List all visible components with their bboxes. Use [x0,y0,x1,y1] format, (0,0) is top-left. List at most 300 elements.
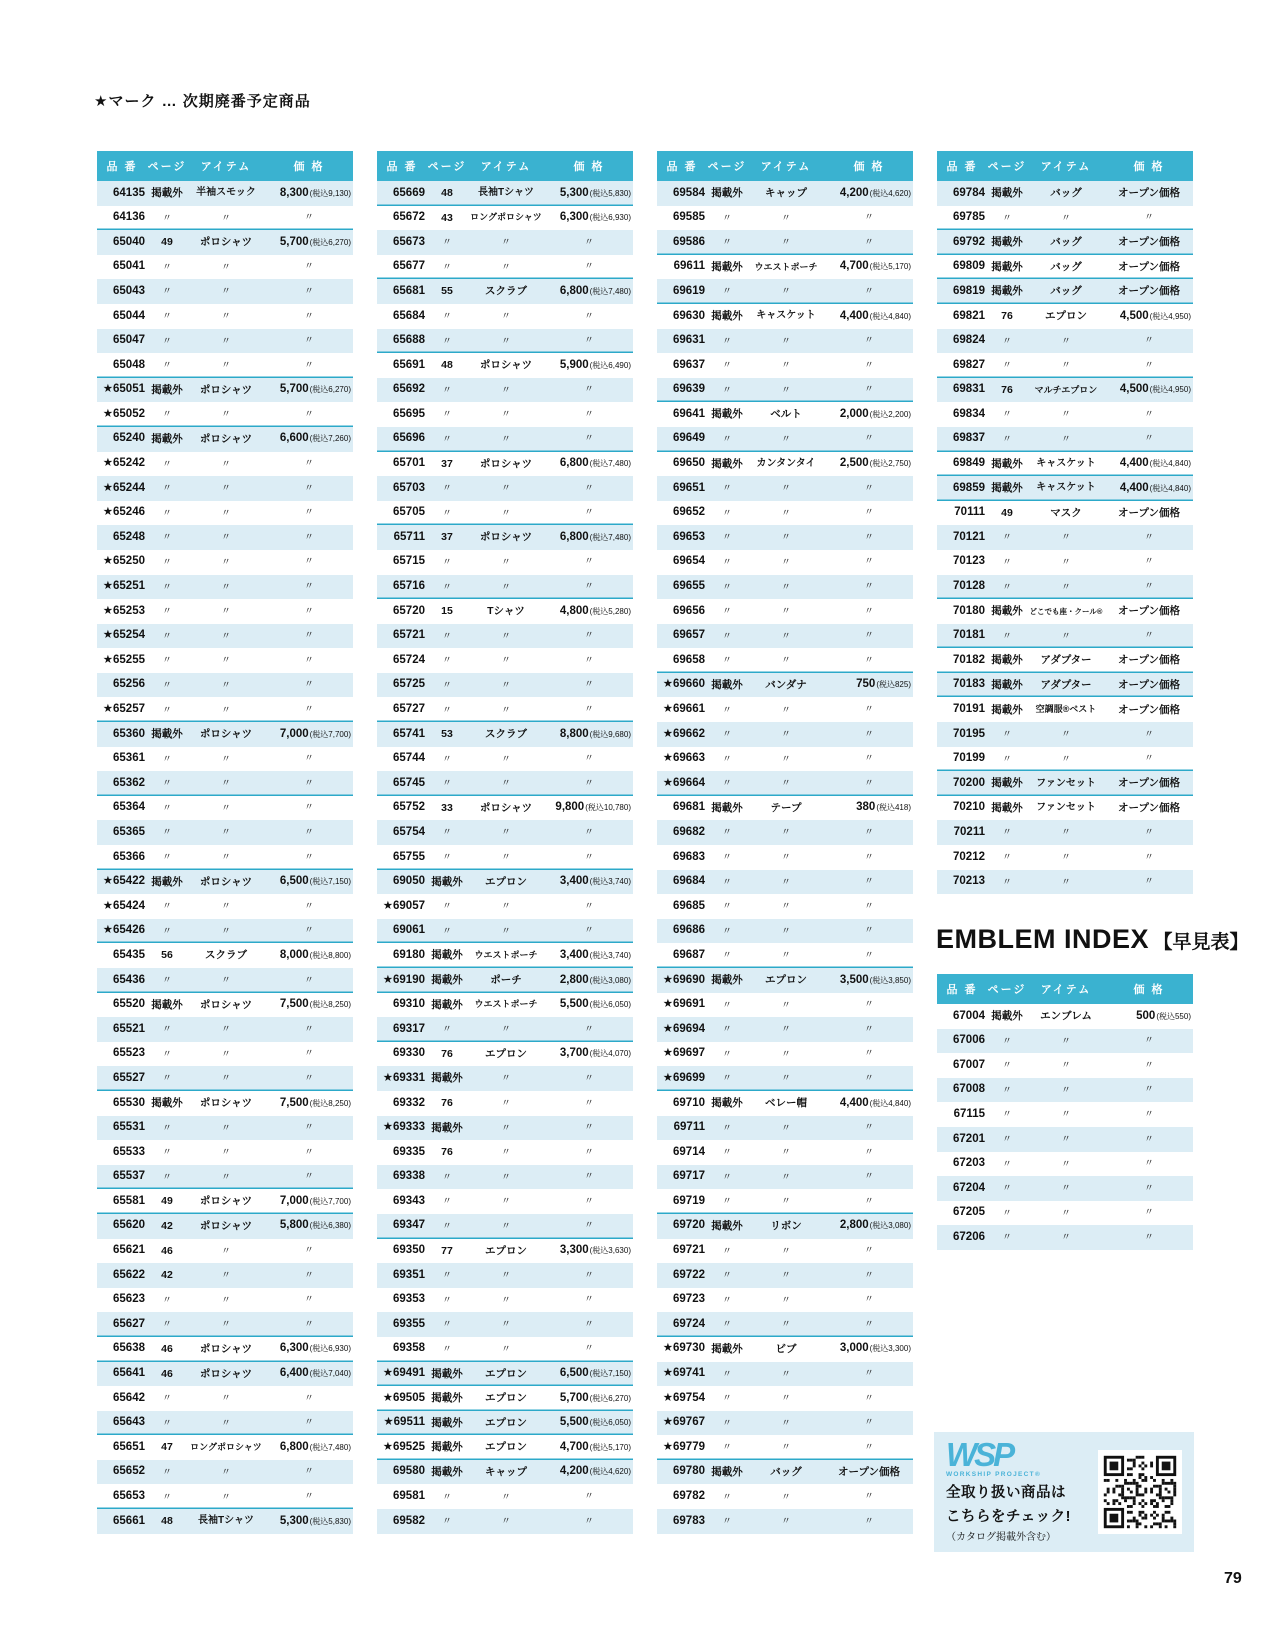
table-row [937,402,1193,427]
page-ref-cell: 掲載外 [711,310,743,323]
price-cell [545,975,633,987]
item-number-cell: ★65244 [102,481,145,494]
table-row [377,1337,633,1362]
page-ref-cell [147,975,187,986]
table-row [657,796,913,821]
item-number-cell: 69837 [953,432,985,445]
ditto-mark: 〃 [864,285,874,297]
item-name-cell [747,434,825,445]
table-row [97,1091,353,1116]
price-cell [265,1196,353,1208]
ditto-mark: 〃 [442,556,452,568]
ditto-mark: 〃 [221,212,231,224]
ditto-mark: 〃 [304,458,314,470]
price-amount: 4,400 [839,309,869,322]
ditto-mark: 〃 [162,679,172,691]
page-ref-cell: 掲載外 [991,777,1023,790]
table-header-row [657,151,913,181]
table-row [937,501,1193,526]
price-amount: 4,400 [839,1096,869,1109]
price-amount: 3,500 [839,973,869,986]
price-amount: 5,800 [279,1219,309,1232]
ditto-mark: 〃 [864,1245,874,1257]
item-number-cell: 69639 [673,383,705,396]
item-name-cell [467,655,545,666]
column-header: 価 格 [293,161,325,173]
item-number-cell: ★69505 [382,1391,425,1404]
item-number-cell: 69061 [393,924,425,937]
page-ref-cell [427,1344,467,1355]
item-number-cell: 69681 [673,801,705,814]
price-amount: 750 [856,678,876,691]
price-cell [825,1197,913,1207]
price-cell: オープン価格 [1117,703,1181,716]
item-name-cell [747,877,825,888]
ditto-mark: 〃 [221,1270,231,1282]
page-ref-cell [987,582,1027,593]
price-cell [265,1246,353,1256]
ditto-mark: 〃 [304,531,314,543]
table-row [937,279,1193,304]
item-name-cell [1027,1208,1105,1219]
item-number-cell: 69719 [673,1194,705,1207]
table-row [377,1288,633,1313]
price-cell [825,1343,913,1355]
table-row [377,501,633,526]
item-number-cell: 65360 [113,727,145,740]
item-number-cell: 65745 [393,776,425,789]
ditto-mark: 〃 [722,655,732,667]
price-cell [825,1271,913,1281]
page-ref-cell [707,729,747,740]
item-number-cell: 69827 [953,358,985,371]
price-amount: 7,000 [279,1194,309,1207]
ditto-mark: 〃 [221,1393,231,1405]
item-number-cell: 67205 [953,1206,985,1219]
price-tax-included: (税込9,680) [589,729,631,739]
ditto-mark: 〃 [722,999,732,1011]
column-header: 価 格 [853,161,885,173]
item-number-cell: ★69331 [382,1071,425,1084]
item-number-cell: 65041 [113,260,145,273]
ditto-mark: 〃 [304,1491,314,1503]
ditto-mark: 〃 [864,1171,874,1183]
page-ref-cell [147,926,187,937]
price-tax-included: (税込3,080) [869,1221,911,1231]
ditto-mark: 〃 [584,556,594,568]
ditto-mark: 〃 [162,1417,172,1429]
page-ref-cell: 掲載外 [431,875,463,888]
item-name-cell [187,606,265,617]
item-number-cell: 69353 [393,1293,425,1306]
page-ref-cell [707,1049,747,1060]
table-row [937,1102,1193,1127]
item-name-cell [467,901,545,912]
price-cell [545,1271,633,1281]
page-ref-cell [707,606,747,617]
price-amount: 6,300 [279,1342,309,1355]
ditto-mark: 〃 [864,704,874,716]
price-cell [825,238,913,248]
price-tax-included: (税込7,150) [589,1369,631,1379]
item-name-cell: エプロン [485,1244,527,1257]
price-cell [825,434,913,444]
item-number-cell: 65669 [393,186,425,199]
item-name-cell: スクラブ [485,285,527,298]
item-name-cell: バッグ [1050,236,1082,249]
ditto-mark: 〃 [722,1024,732,1036]
price-cell [825,656,913,666]
table-row [657,501,913,526]
price-cell [265,508,353,518]
table-row [97,1189,353,1214]
item-name-cell [187,262,265,273]
item-name-cell: バッグ [1050,285,1082,298]
item-name-cell: ポロシャツ [199,432,253,445]
ditto-mark: 〃 [304,556,314,568]
ditto-mark: 〃 [584,433,594,445]
table-row [657,1017,913,1042]
price-amount: 6,300 [559,211,589,224]
item-name-cell [467,1516,545,1527]
price-cell [545,1099,633,1109]
column-header: 品 番 [946,984,978,996]
item-name-cell [747,213,825,224]
ditto-mark: 〃 [221,1073,231,1085]
ditto-mark: 〃 [221,827,231,839]
table-row [657,402,913,427]
item-number-cell: 65752 [393,801,425,814]
page-ref-cell [427,434,467,445]
ditto-mark: 〃 [501,409,511,421]
wsp-logo-subtext: WORKSHIP PROJECT® [946,1470,1042,1478]
item-name-cell [1027,1036,1105,1047]
ditto-mark: 〃 [221,1466,231,1478]
table-row [97,1165,353,1190]
price-cell [545,484,633,494]
ditto-mark: 〃 [722,1245,732,1257]
ditto-mark: 〃 [584,654,594,666]
table-row [657,697,913,722]
item-number-cell: 70213 [953,875,985,888]
ditto-mark: 〃 [304,605,314,617]
item-number-cell: 65715 [393,555,425,568]
page-ref-cell [147,262,187,273]
ditto-mark: 〃 [864,949,874,961]
item-number-cell: ★69511 [383,1416,425,1429]
table-row [97,648,353,673]
item-number-cell: 65696 [393,432,425,445]
table-row [377,206,633,231]
item-number-cell: ★69691 [662,998,705,1011]
page-ref-cell [147,655,187,666]
table-row [377,329,633,354]
page-ref-cell: 76 [1001,383,1013,396]
item-number-cell: ★65052 [102,407,145,420]
price-cell [545,1368,633,1380]
ditto-mark: 〃 [1144,728,1154,740]
price-cell [545,656,633,666]
item-number-cell: 64136 [113,211,145,224]
table-row [937,181,1193,206]
price-cell [265,1320,353,1330]
ditto-mark: 〃 [221,532,231,544]
ditto-mark: 〃 [501,852,511,864]
ditto-mark: 〃 [864,925,874,937]
ditto-mark: 〃 [1144,1108,1154,1120]
table-row [657,968,913,993]
ditto-mark: 〃 [442,507,452,519]
ditto-mark: 〃 [781,360,791,372]
ditto-mark: 〃 [162,1048,172,1060]
price-cell: オープン価格 [1117,260,1181,273]
price-cell [545,754,633,764]
item-name-cell [187,1123,265,1134]
ditto-mark: 〃 [501,483,511,495]
item-number-cell: 69343 [393,1194,425,1207]
item-name-cell [467,1172,545,1183]
item-number-cell: 69358 [393,1342,425,1355]
price-cell [545,1344,633,1354]
item-name-cell [187,459,265,470]
item-name-cell [747,1516,825,1527]
table-row [937,1078,1193,1103]
item-number-cell: 67115 [953,1107,985,1120]
page-ref-cell [427,336,467,347]
item-number-cell: 65366 [113,850,145,863]
ditto-mark: 〃 [781,581,791,593]
page-ref-cell [987,557,1027,568]
item-number-cell: 69611 [673,260,705,273]
price-amount: 4,700 [559,1440,589,1453]
ditto-mark: 〃 [442,237,452,249]
price-cell [825,1000,913,1010]
price-cell [1105,434,1193,444]
table-row [377,919,633,944]
ditto-mark: 〃 [304,1122,314,1134]
price-amount: 8,300 [279,186,309,199]
ditto-mark: 〃 [584,1097,594,1109]
ditto-mark: 〃 [501,1343,511,1355]
table-row [97,279,353,304]
table-row [657,329,913,354]
table-row [377,1411,633,1436]
table-row [377,452,633,477]
item-name-cell: ベルト [770,408,802,421]
item-name-cell [187,1467,265,1478]
item-number-cell: 69717 [673,1170,705,1183]
item-name-cell: キャスケット [756,310,816,322]
ditto-mark: 〃 [781,925,791,937]
page-ref-cell: 37 [441,531,453,544]
page-ref-cell [147,754,187,765]
item-name-cell: ファンセット [1036,802,1096,814]
ditto-mark: 〃 [864,236,874,248]
page-ref-cell [987,532,1027,543]
price-cell [825,1220,913,1232]
table-row [657,1066,913,1091]
price-cell [825,508,913,518]
page-ref-cell [427,827,467,838]
ditto-mark: 〃 [722,1270,732,1282]
price-tax-included: (税込10,780) [585,803,631,813]
price-cell [1105,1110,1193,1120]
item-number-cell: 69710 [673,1096,705,1109]
ditto-mark: 〃 [501,1024,511,1036]
table-row [97,796,353,821]
item-number-cell: 69050 [393,875,425,888]
item-number-cell: 65521 [113,1022,145,1035]
table-row [97,1509,353,1534]
item-number-cell: 65721 [393,629,425,642]
price-amount: 6,500 [559,1367,589,1380]
table-row [377,1091,633,1116]
item-number-cell: 65622 [113,1268,145,1281]
page-ref-cell [427,385,467,396]
page-ref-cell [987,877,1027,888]
table-row [377,1460,633,1485]
page-ref-cell: 55 [441,285,453,298]
ditto-mark: 〃 [584,851,594,863]
ditto-mark: 〃 [722,360,732,372]
item-number-cell: 69780 [673,1465,705,1478]
item-number-cell: 69653 [673,530,705,543]
item-number-cell: 69581 [393,1490,425,1503]
item-number-cell: 65716 [393,580,425,593]
item-number-cell: ★69690 [662,973,705,986]
page-ref-cell [707,1295,747,1306]
ditto-mark: 〃 [722,1368,732,1380]
page-ref-cell [987,360,1027,371]
item-number-cell: 70211 [953,825,985,838]
price-cell [825,287,913,297]
item-name-cell [747,1024,825,1035]
ditto-mark: 〃 [864,1146,874,1158]
price-cell [545,999,633,1011]
page-ref-cell [147,680,187,691]
price-cell [265,680,353,690]
ditto-mark: 〃 [1002,360,1012,372]
price-cell [545,1048,633,1060]
price-tax-included: (税込6,490) [589,360,631,370]
page-ref-cell [707,1073,747,1084]
item-name-cell [467,557,545,568]
ditto-mark: 〃 [442,1220,452,1232]
price-cell [265,1123,353,1133]
item-number-cell: 70199 [953,752,985,765]
table-row [657,255,913,280]
price-cell [825,705,913,715]
item-name-cell [747,1418,825,1429]
ditto-mark: 〃 [501,556,511,568]
ditto-mark: 〃 [1144,581,1154,593]
page-ref-cell: 48 [441,187,453,200]
ditto-mark: 〃 [781,630,791,642]
ditto-mark: 〃 [1061,1207,1071,1219]
ditto-mark: 〃 [501,1196,511,1208]
page-ref-cell: 76 [441,1047,453,1060]
item-number-cell: 69714 [673,1145,705,1158]
item-name-cell [1027,360,1105,371]
price-cell: オープン価格 [1117,187,1181,200]
qr-code [1098,1450,1182,1534]
item-name-cell [1027,557,1105,568]
price-amount: 4,400 [1119,457,1149,470]
item-name-cell [187,1319,265,1330]
item-number-cell: 69831 [953,383,985,396]
table-row [657,304,913,329]
ditto-mark: 〃 [1061,876,1071,888]
page-ref-cell [147,901,187,912]
ditto-mark: 〃 [584,679,594,691]
page-ref-cell [707,1442,747,1453]
ditto-mark: 〃 [722,532,732,544]
ditto-mark: 〃 [304,777,314,789]
item-number-cell: 65703 [393,481,425,494]
price-cell [545,238,633,248]
ditto-mark: 〃 [1002,1084,1012,1096]
page-ref-cell [147,1049,187,1060]
ditto-mark: 〃 [442,1024,452,1036]
item-name-cell: スクラブ [205,949,247,962]
item-number-cell: 65754 [393,825,425,838]
table-row [377,230,633,255]
ditto-mark: 〃 [1144,433,1154,445]
ditto-mark: 〃 [221,975,231,987]
item-name-cell [1027,729,1105,740]
item-name-cell: カンタンタイ [756,457,816,469]
item-number-cell: 65043 [113,284,145,297]
page-ref-cell [147,1295,187,1306]
item-number-cell: 65581 [113,1194,145,1207]
price-cell [265,213,353,223]
ditto-mark: 〃 [1002,1158,1012,1170]
ditto-mark: 〃 [501,1147,511,1159]
price-cell [265,287,353,297]
ditto-mark: 〃 [781,433,791,445]
ditto-mark: 〃 [442,483,452,495]
item-number-cell: 65621 [113,1244,145,1257]
ditto-mark: 〃 [864,1417,874,1429]
price-cell [265,533,353,543]
table-row [657,1165,913,1190]
page-ref-cell: 掲載外 [431,1441,463,1454]
ditto-mark: 〃 [1061,1060,1071,1072]
table-row [377,1116,633,1141]
price-amount: 7,500 [279,1096,309,1109]
table-row [97,304,353,329]
ditto-mark: 〃 [501,433,511,445]
price-amount: 3,300 [559,1244,589,1257]
page-ref-cell: 掲載外 [991,703,1023,716]
page-ref-cell [707,360,747,371]
column-header: ページ [987,984,1027,996]
ditto-mark: 〃 [722,507,732,519]
page-ref-cell [147,1467,187,1478]
item-number-cell: 65673 [393,235,425,248]
price-cell [1105,557,1193,567]
price-cell [545,188,633,200]
item-number-cell: 65523 [113,1047,145,1060]
page-ref-cell [427,1172,467,1183]
ditto-mark: 〃 [722,483,732,495]
item-name-cell: Tシャツ [487,605,525,618]
item-number-cell: ★69491 [382,1367,425,1380]
ditto-mark: 〃 [864,777,874,789]
ditto-mark: 〃 [1061,827,1071,839]
page-ref-cell: 掲載外 [431,1367,463,1380]
item-number-cell: 69821 [953,309,985,322]
